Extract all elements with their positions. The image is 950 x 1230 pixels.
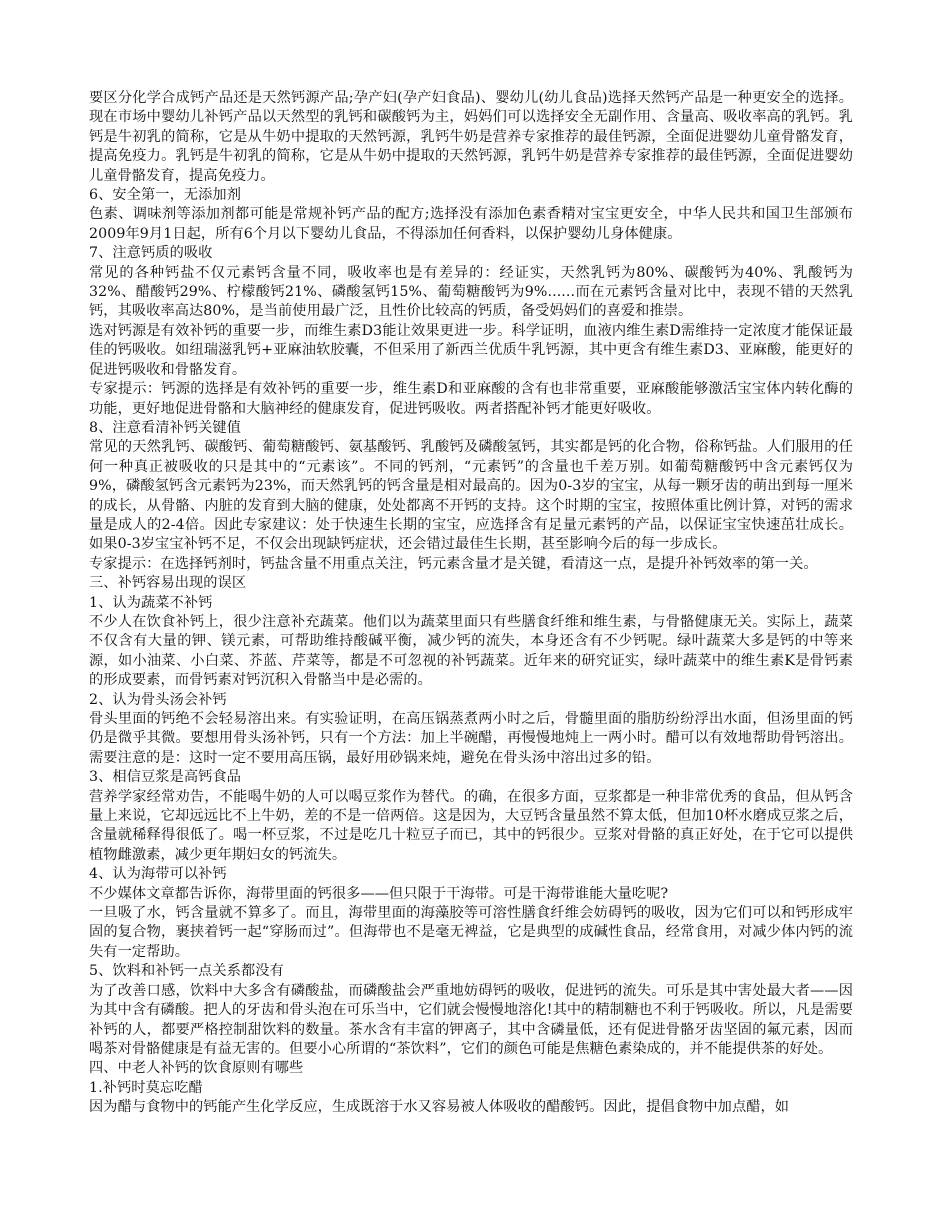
section-heading: 7、注意钙质的吸收 <box>89 245 213 262</box>
paragraph-text: 要区分化学合成钙产品还是天然钙源产品;孕产妇(孕产妇食品)、婴幼儿(幼儿食品)选择天然钙产品是一种更安全的选择。现在市场中婴幼儿补钙产品以天然型的乳钙和碳酸钙为主，妈妈们可以选择安全无副作用、含量高、吸收率高的乳钙。乳钙是牛初乳的简称，它是从牛奶中提取的天然钙源，乳钙牛奶是营养专家推荐的最佳钙源，全面促进婴幼儿童骨骼发育，提高免疫力。乳钙是牛初乳的简称，它是从牛奶中提取的天然钙源，乳钙牛奶是营养专家推荐的最佳钙源，全面促进婴幼儿童骨骼发育，提高免疫力。 <box>89 90 853 184</box>
chapter-heading: 三、补钙容易出现的误区 <box>89 575 247 592</box>
paragraph-text: 不少媒体文章都告诉你，海带里面的钙很多——但只限于干海带。可是干海带谁能大量吃呢? <box>89 885 669 902</box>
section-heading: 1.补钙时莫忘吃醋 <box>89 1079 203 1096</box>
section-heading: 4、认为海带可以补钙 <box>89 866 227 883</box>
chapter-heading: 四、中老人补钙的饮食原则有哪些 <box>89 1060 304 1077</box>
paragraph-text: 不少人在饮食补钙上，很少注意补充蔬菜。他们以为蔬菜里面只有些膳食纤维和维生素，与骨骼健康无关。实际上，蔬菜不仅含有大量的钾、镁元素，可帮助维持酸碱平衡，减少钙的流失，本身还含有不少钙呢。绿叶蔬菜大多是钙的中等来源，如小油菜、小白菜、芥蓝、芹菜等，都是不可忽视的补钙蔬菜。近年来的研究证实，绿叶蔬菜中的维生素K是骨钙素的形成要素，而骨钙素对钙沉积入骨骼当中是必需的。 <box>89 613 853 689</box>
paragraph-text: 常见的天然乳钙、碳酸钙、葡萄糖酸钙、氨基酸钙、乳酸钙及磷酸氢钙，其实都是钙的化合物，俗称钙盐。人们服用的任何一种真正被吸收的只是其中的“元素该”。不同的钙剂，“元素钙”的含量也千差万别。如葡萄糖酸钙中含元素钙仅为9%，磷酸氢钙含元素钙为23%，而天然乳钙的钙含量是相对最高的。因为0-3岁的宝宝，从每一颗牙齿的萌出到每一厘米的成长，从骨骼、内脏的发育到大脑的健康，处处都离不开钙的支持。这个时期的宝宝，按照体重比例计算，对钙的需求量是成人的2-4倍。因此专家建议：处于快速生长期的宝宝，应选择含有足量元素钙的产品，以保证宝宝快速茁壮成长。如果0-3岁宝宝补钙不足，不仅会出现缺钙症状，还会错过最佳生长期，甚至影响今后的每一步成长。 <box>89 439 853 553</box>
paragraph-text: 色素、调味剂等添加剂都可能是常规补钙产品的配方;选择没有添加色素香精对宝宝更安全，中华人民共和国卫生部颁布2009年9月1日起，所有6个月以下婴幼儿食品，不得添加任何香料，以保护婴幼儿身体健康。 <box>89 206 853 242</box>
expert-tip-paragraph: 专家提示：钙源的选择是有效补钙的重要一步，维生素D和亚麻酸的含有也非常重要，亚麻酸能够激活宝宝体内转化酶的功能，更好地促进骨骼和大脑神经的健康发育，促进钙吸收。两者搭配补钙才能更好吸收。 <box>89 381 853 417</box>
section-heading: 8、注意看清补钙关键值 <box>89 419 242 436</box>
section-heading: 6、安全第一，无添加剂 <box>89 187 242 204</box>
section-heading: 5、饮料和补钙一点关系都没有 <box>89 963 284 980</box>
section-heading: 2、认为骨头汤会补钙 <box>89 691 227 708</box>
paragraph-text: 因为醋与食物中的钙能产生化学反应，生成既溶于水又容易被人体吸收的醋酸钙。因此，提倡食物中加点醋，如 <box>89 1099 790 1116</box>
document-body <box>89 89 853 1118</box>
section-heading: 1、认为蔬菜不补钙 <box>89 594 213 611</box>
paragraph-text: 选对钙源是有效补钙的重要一步，而维生素D3能让效果更进一步。科学证明，血液内维生素D需维持一定浓度才能保证最佳的钙吸收。如纽瑞滋乳钙+亚麻油软胶囊，不但采用了新西兰优质牛乳钙源，其中更含有维生素D3、亚麻酸，能更好的促进钙吸收和骨骼发育。 <box>89 322 853 378</box>
section-heading: 3、相信豆浆是高钙食品 <box>89 769 242 786</box>
paragraph-text: 营养学家经常劝告，不能喝牛奶的人可以喝豆浆作为替代。的确，在很多方面，豆浆都是一种非常优秀的食品，但从钙含量上来说，它却远远比不上牛奶，差的不是一倍两倍。这是因为，大豆钙含量虽然不算太低，但加10杯水磨成豆浆之后，含量就稀释得很低了。喝一杯豆浆，不过是吃几十粒豆子而已，其中的钙很少。豆浆对骨骼的真正好处，在于它可以提供植物雌激素，减少更年期妇女的钙流失。 <box>89 788 853 863</box>
paragraph-text: 一旦吸了水，钙含量就不算多了。而且，海带里面的海藻胶等可溶性膳食纤维会妨碍钙的吸收，因为它们可以和钙形成牢固的复合物，裹挟着钙一起“穿肠而过”。但海带也不是毫无裨益，它是典型的成碱性食品，经常食用，对减少体内钙的流失有一定帮助。 <box>89 905 853 960</box>
paragraph-text: 为了改善口感，饮料中大多含有磷酸盐，而磷酸盐会严重地妨碍钙的吸收，促进钙的流失。可乐是其中害处最大者——因为其中含有磷酸。把人的牙齿和骨头泡在可乐当中，它们就会慢慢地溶化!其中的精制糖也不利于钙吸收。所以，凡是需要补钙的人，都要严格控制甜饮料的数量。茶水含有丰富的钾离子，其中含磷量低，还有促进骨骼牙齿坚固的氟元素，因而喝茶对骨骼健康是有益无害的。但要小心所谓的“茶饮料”，它们的颜色可能是焦糖色素染成的，并不能提供茶的好处。 <box>89 982 853 1057</box>
paragraph-text: 骨头里面的钙绝不会轻易溶出来。有实验证明，在高压锅蒸煮两小时之后，骨髓里面的脂肪纷纷浮出水面，但汤里面的钙仍是微乎其微。要想用骨头汤补钙，只有一个方法：加上半碗醋，再慢慢地炖上一两小时。醋可以有效地帮助骨钙溶出。需要注意的是：这时一定不要用高压锅，最好用砂锅来炖，避免在骨头汤中溶出过多的铅。 <box>89 711 853 766</box>
expert-tip-paragraph: 专家提示：在选择钙剂时，钙盐含量不用重点关注，钙元素含量才是关键，看清这一点，是提升补钙效率的第一关。 <box>89 555 818 572</box>
paragraph-text: 常见的各种钙盐不仅元素钙含量不同，吸收率也是有差异的：经证实，天然乳钙为80%、碳酸钙为40%、乳酸钙为32%、醋酸钙29%、柠檬酸钙21%、磷酸氢钙15%、葡萄糖酸钙为9%......而在元素钙含量对比中，表现不错的天然乳钙，其吸收率高达80%，是当前使用最广泛，且性价比较高的钙质，备受妈妈们的喜爱和推崇。 <box>89 264 853 320</box>
